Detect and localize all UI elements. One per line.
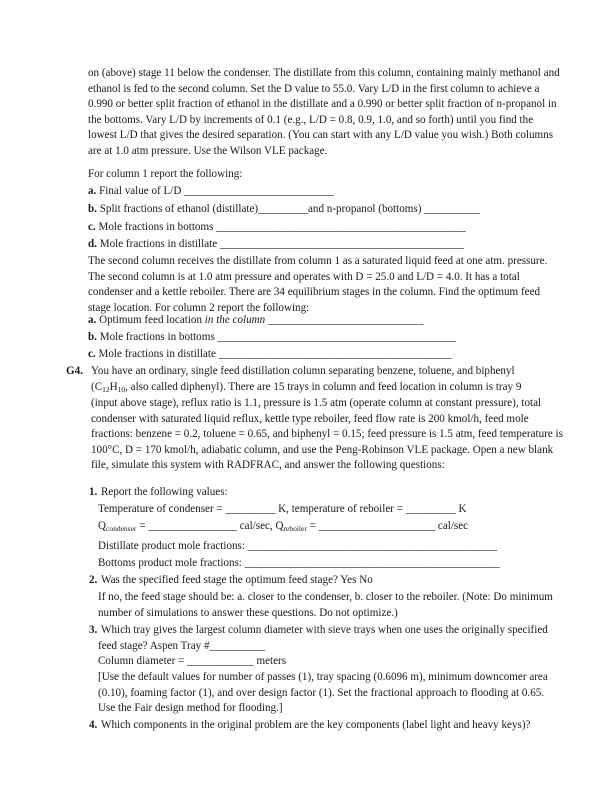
formula-part: (C (91, 381, 103, 393)
question-2-followup: If no, the feed stage should be: a. closer to the condenser, b. closer to the reboiler. (Note: Do minimum number of simulations to answer these questions. Do not optimize.) (98, 591, 553, 619)
question-number-3: 3. (89, 624, 98, 636)
g4-paragraph: (input above stage), reflux ratio is 1.1, pressure is 1.5 atm (operate column at constant pressure), total condenser with saturated liquid reflux, kettle type reboiler, feed flow rate is 200 kmol/h, feed mole fractions: benzene = 0.2, toluene = 0.65, and biphenyl = 0.15; feed pressure is 1.5 atm, feed temperature is 100°C, D = 170 kmol/h, adiabatic column, and use the Peng-Robinson VLE package. Open a new blank file, simulate this system with RADFRAC, and answer the following questions: (91, 397, 563, 472)
bottoms-fractions-line: Bottoms product mole fractions: ______________________________________________ (98, 557, 500, 569)
g4-line-1: You have an ordinary, single feed distillation column separating benzene, toluene, and biphenyl (91, 365, 515, 377)
column-diameter-line: Column diameter = ____________ meters (98, 655, 287, 667)
q-symbol: Q (98, 520, 107, 532)
item-tail: ____________________________ (265, 314, 424, 326)
question-1-title: Report the following values: (101, 486, 228, 498)
item-text: Final value of L/D ___________________________ (99, 185, 334, 197)
continuation-paragraph: on (above) stage 11 below the condenser. The distillate from this column, containing mainly methanol and ethanol is fed to the second column. Set the D value to 55.0. Vary L/D in the first column to achieve a 0.990 or better split fraction of ethanol in the distillate and a 0.990 or better split fraction of n-propanol in the bottoms. Vary L/D by increments of 0.1 (e.g., L/D = 0.8, 0.9, 1.0, and so forth) until you find the lowest L/D that gives the desired separation. (You can start with any L/D value you wish.) Both columns are at 1.0 atm pressure. Use the Wilson VLE package. (88, 67, 560, 157)
q-subscript: condenser (106, 524, 137, 533)
item-label: b. (88, 331, 97, 343)
formula-subscript: 10 (117, 385, 126, 394)
question-number-2: 2. (89, 574, 98, 586)
column1-item-d (88, 237, 564, 253)
question-number-4: 4. (89, 719, 98, 731)
question-3-text: Which tray gives the largest column diameter with sieve trays when one uses the originally specified feed stage? Aspen Tray #__________ (98, 624, 548, 652)
column1-item-c (88, 220, 564, 236)
column2-item-a (88, 313, 564, 329)
item-italic: in the column (204, 314, 266, 326)
column1-item-a (88, 184, 564, 200)
item-text: Optimum feed location (99, 314, 205, 326)
column2-item-c (88, 347, 564, 363)
heat-duty-line (98, 519, 574, 535)
column2-item-b (88, 330, 564, 346)
formula-subscript: 12 (102, 385, 110, 394)
distillate-fractions-line: Distillate product mole fractions: _____________________________________________ (98, 540, 498, 552)
column2-paragraph: The second column receives the distillate from column 1 as a saturated liquid feed at one atm. pressure. The second column is at 1.0 atm pressure and operates with D = 25.0 and L/D = 4.0. It has a total condenser and a kettle reboiler. There are 34 equilibrium stages in the column. Find the optimum feed stage location. For column 2 report the following: (88, 255, 548, 314)
q-text: = _____________________ cal/sec (306, 520, 469, 532)
item-text: Mole fractions in bottoms ___________________________________________ (99, 331, 456, 343)
question-number-1: 1. (89, 486, 98, 498)
temperature-line: Temperature of condenser = _________ K, temperature of reboiler = _________ K (98, 503, 467, 515)
item-label: a. (88, 185, 97, 197)
g4-line-2 (91, 380, 567, 396)
item-label: a. (88, 314, 97, 326)
column1-item-b (88, 202, 564, 218)
item-text: Mole fractions in distillate __________________________________________ (98, 348, 452, 360)
formula-part: H (109, 381, 118, 393)
item-label: b. (88, 203, 97, 215)
formula-part: , also called diphenyl). There are 15 trays in column and feed location in column is tray 9 (125, 381, 522, 393)
item-label: c. (88, 221, 96, 233)
item-text: Split fractions of ethanol (distillate)_________and n-propanol (bottoms) __________ (99, 203, 480, 215)
question-4-text: Which components in the original problem are the key components (label light and heavy keys)? (101, 719, 531, 731)
item-text: Mole fractions in distillate ____________________________________________ (99, 238, 464, 250)
column1-intro: For column 1 report the following: (88, 168, 243, 180)
item-label: d. (88, 238, 97, 250)
question-2-text: Was the specified feed stage the optimum feed stage? Yes No (101, 574, 373, 586)
question-3-note: [Use the default values for number of passes (1), tray spacing (0.6096 m), minimum downcomer area (0.10), foaming factor (1), and over design factor (1). Set the fractional approach to flooding at 0.65. Use the Fair design method for flooding.] (98, 671, 548, 715)
item-label: c. (88, 348, 96, 360)
q-subscript: reboiler (283, 524, 307, 533)
item-text: Mole fractions in bottoms _____________________________________________ (98, 221, 466, 233)
q-text: = ________________ cal/sec, Q (136, 520, 284, 532)
problem-label-g4: G4. (66, 365, 83, 377)
